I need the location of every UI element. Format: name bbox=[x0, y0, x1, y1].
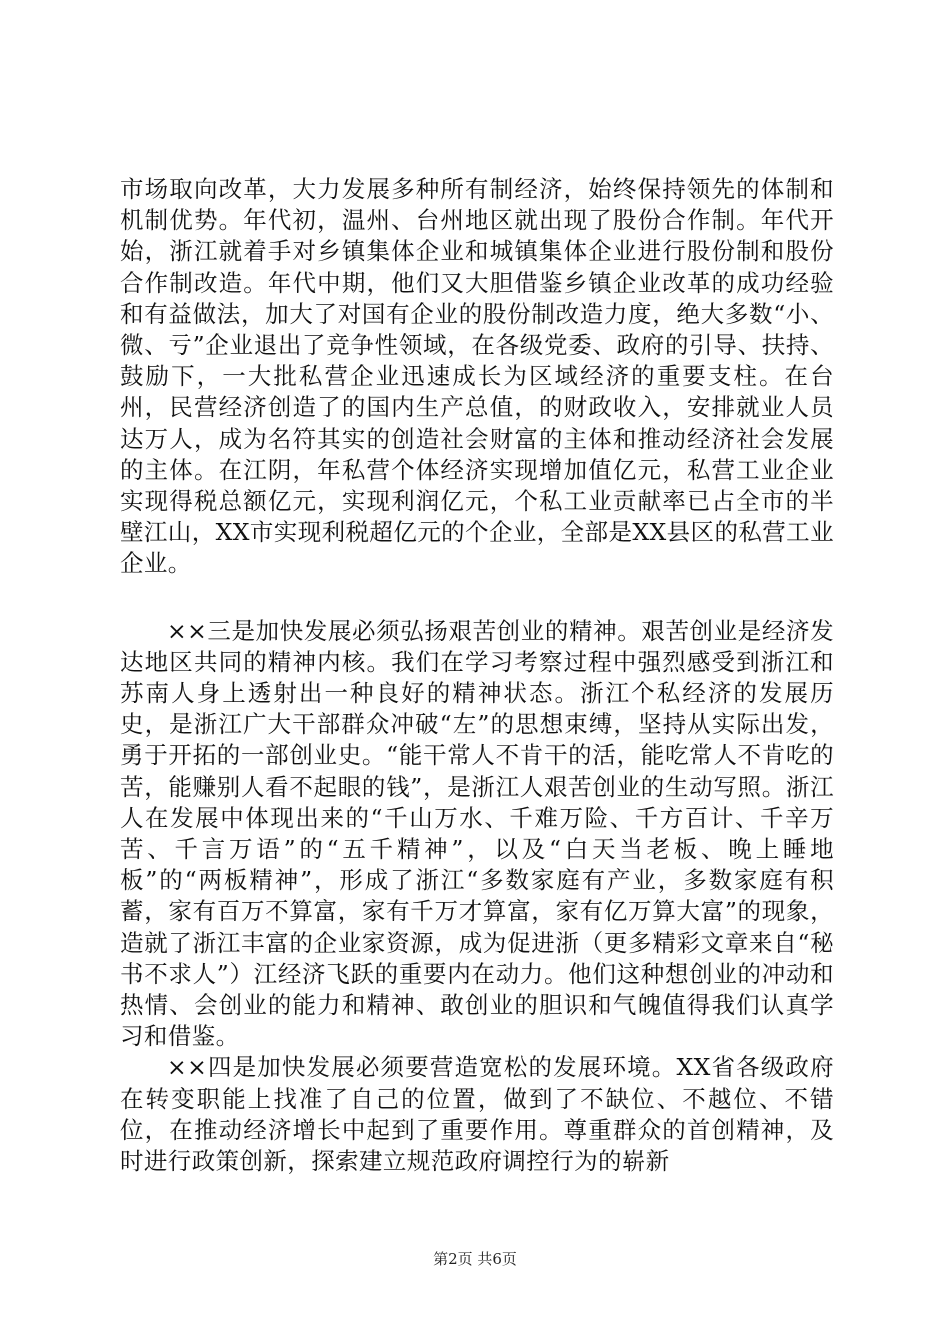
paragraph-1: 市场取向改革，大力发展多种所有制经济，始终保持领先的体制和机制优势。年代初，温州、台州地区就出现了股份合作制。年代开始，浙江就着手对乡镇集体企业和城镇集体企业进行股份制和股份合作制改造。年代中期，他们又大胆借鉴乡镇企业改革的成功经验和有益做法，加大了对国有企业的股份制改造力度，绝大多数“小、微、亏”企业退出了竞争性领域，在各级党委、政府的引导、扶持、鼓励下，一大批私营企业迅速成长为区域经济的重要支柱。在台州，民营经济创造了的国内生产总值，的财政收入，安排就业人员达万人，成为名符其实的创造社会财富的主体和推动经济社会发展的主体。在江阴，年私营个体经济实现增加值亿元，私营工业企业实现得税总额亿元，实现利润亿元，个私工业贡献率已占全市的半壁江山，XX市实现利税超亿元的个企业，全部是XX县区的私营工业企业。 bbox=[120, 175, 834, 578]
paragraph-2: ××三是加快发展必须弘扬艰苦创业的精神。艰苦创业是经济发达地区共同的精神内核。我们在学习考察过程中强烈感受到浙江和苏南人身上透射出一种良好的精神状态。浙江个私经济的发展历史，是浙江广大干部群众冲破“左”的思想束缚，坚持从实际出发，勇于开拓的一部创业史。“能干常人不肯干的活，能吃常人不肯吃的苦，能赚别人看不起眼的钱”，是浙江人艰苦创业的生动写照。浙江人在发展中体现出来的“千山万水、千难万险、千方百计、千辛万苦、千言万语”的“五千精神”，以及“白天当老板、晚上睡地板”的“两板精神”，形成了浙江“多数家庭有产业，多数家庭有积蓄，家有百万不算富，家有千万才算富，家有亿万算大富”的现象，造就了浙江丰富的企业家资源，成为促进浙（更多精彩文章来自“秘书不求人”）江经济飞跃的重要内在动力。他们这种想创业的冲动和热情、会创业的能力和精神、敢创业的胆识和气魄值得我们认真学习和借鉴。 bbox=[120, 616, 834, 1051]
page-footer: 第2页 共6页 bbox=[433, 1250, 517, 1268]
paragraph-3: ××四是加快发展必须要营造宽松的发展环境。XX省各级政府在转变职能上找准了自己的位置，做到了不缺位、不越位、不错位，在推动经济增长中起到了重要作用。尊重群众的首创精神，及时进行政策创新，探索建立规范政府调控行为的崭新 bbox=[120, 1053, 834, 1176]
document-body bbox=[120, 174, 834, 1177]
